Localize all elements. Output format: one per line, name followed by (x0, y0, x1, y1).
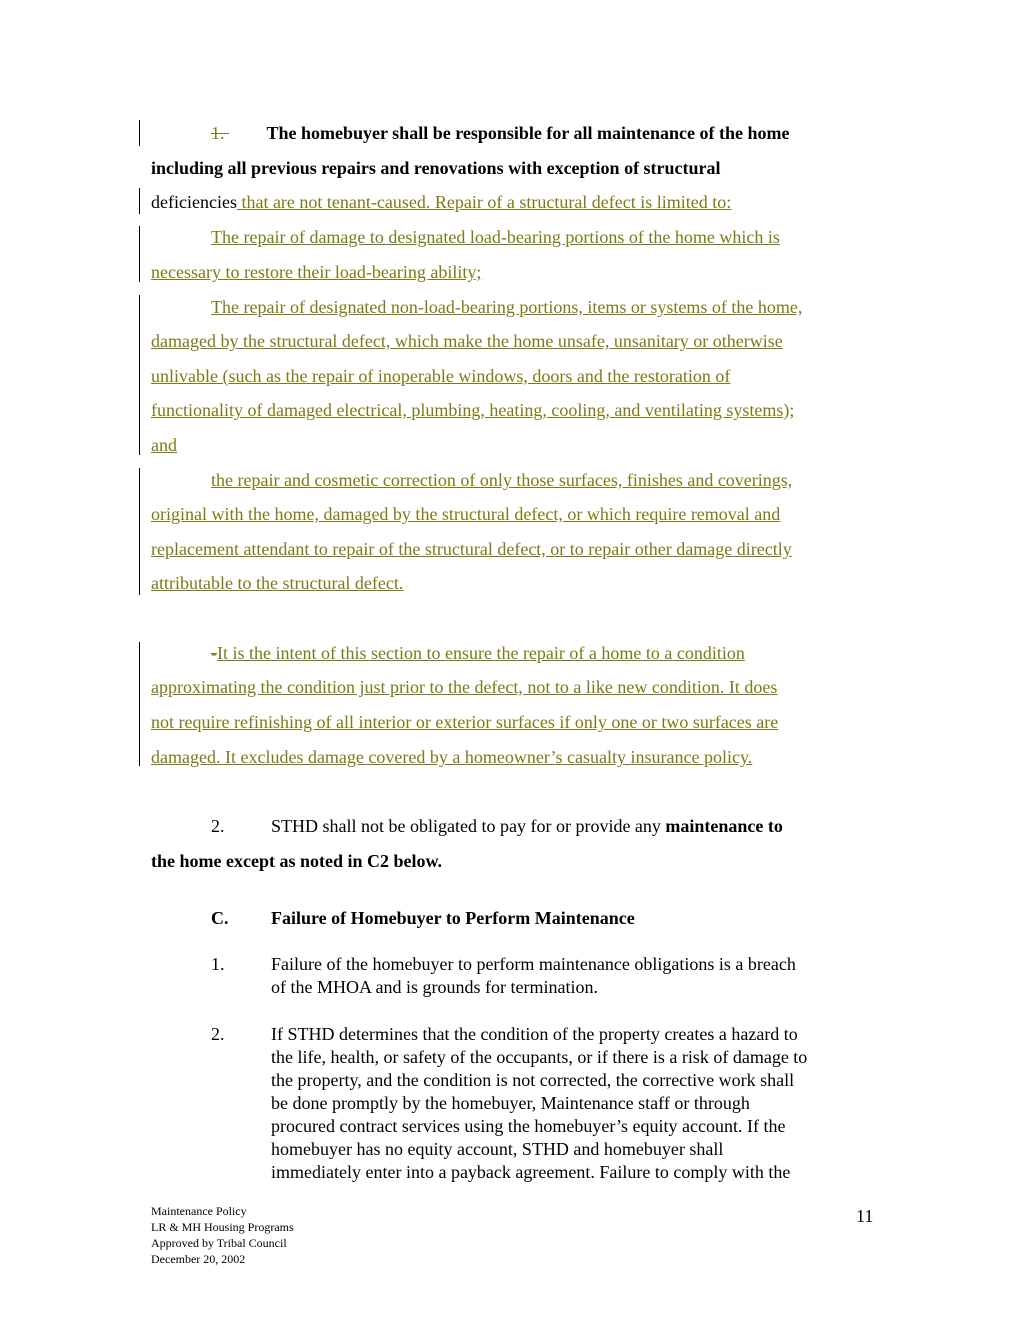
para2-line2: the home except as noted in C2 below. (151, 851, 442, 871)
section-c-item2-number: 2. (211, 1024, 225, 1044)
section-c-item2-line: If STHD determines that the condition of the property creates a hazard to (271, 1024, 798, 1044)
intent-line: approximating the condition just prior to the defect, not to a like new condition. It does (151, 677, 778, 697)
para2-text: STHD shall not be obligated to pay for or provide any (271, 816, 666, 836)
item-a-line: necessary to restore their load-bearing ability; (151, 262, 482, 282)
section-c-heading (211, 907, 635, 929)
section-c-item1-line: of the MHOA and is grounds for termination. (271, 977, 598, 997)
deleted-number: 1. (211, 123, 225, 143)
section-c-item2-line: the property, and the condition is not corrected, the corrective work shall (271, 1070, 795, 1090)
para1-line3-text: deficiencies (151, 192, 237, 212)
intent-line: not require refinishing of all interior or exterior surfaces if only one or two surfaces are (151, 712, 779, 732)
deleted-mark: - (211, 643, 217, 663)
para2-bold-text: maintenance to (665, 816, 783, 836)
para1-line2: including all previous repairs and renovations with exception of structural (151, 158, 721, 178)
change-bar (139, 642, 140, 766)
item-a-line: The repair of damage to designated load-bearing portions of the home which is (211, 227, 780, 247)
item-c-line: attributable to the structural defect. (151, 573, 404, 593)
section-c-item2-line: the life, health, or safety of the occupants, or if there is a risk of damage to (271, 1047, 808, 1067)
footer-line: LR & MH Housing Programs (151, 1220, 294, 1234)
section-c-item1-line: Failure of the homebuyer to perform maintenance obligations is a breach (271, 954, 796, 974)
section-letter: C. (211, 908, 229, 928)
section-title: Failure of Homebuyer to Perform Maintenance (271, 908, 635, 928)
item-c-line: original with the home, damaged by the structural defect, or which require removal and (151, 504, 781, 524)
item-c-line: the repair and cosmetic correction of only those surfaces, finishes and coverings, (211, 470, 793, 490)
item-b-line: functionality of damaged electrical, plumbing, heating, cooling, and ventilating systems); (151, 400, 795, 420)
deleted-tab (225, 122, 267, 144)
item-b-line: damaged by the structural defect, which make the home unsafe, unsanitary or otherwise (151, 331, 783, 351)
para1-line3 (151, 191, 731, 213)
para1-line1 (211, 122, 790, 144)
page-number: 11 (856, 1206, 874, 1226)
para2-number: 2. (211, 816, 225, 836)
intent-text: It is the intent of this section to ensure the repair of a home to a condition (217, 643, 745, 663)
footer-line: December 20, 2002 (151, 1252, 246, 1266)
item-b-line: and (151, 435, 177, 455)
change-bar (139, 120, 140, 146)
section-c-item2-line: be done promptly by the homebuyer, Maintenance staff or through (271, 1093, 750, 1113)
footer-line: Maintenance Policy (151, 1204, 247, 1218)
change-bar (139, 468, 140, 595)
para2-line1 (211, 815, 783, 837)
section-c-item2-line: immediately enter into a payback agreement. Failure to comply with the (271, 1162, 791, 1182)
intent-line (211, 642, 745, 664)
inserted-text: that are not tenant-caused. Repair of a structural defect is limited to: (236, 192, 732, 212)
section-c-item2-line: procured contract services using the homebuyer’s equity account. If the (271, 1116, 786, 1136)
item-c-line: replacement attendant to repair of the structural defect, or to repair other damage directly (151, 539, 792, 559)
footer-line: Approved by Tribal Council (151, 1236, 287, 1250)
change-bar (139, 295, 140, 455)
section-c-item2-line: homebuyer has no equity account, STHD and homebuyer shall (271, 1139, 724, 1159)
item-b-line: unlivable (such as the repair of inoperable windows, doors and the restoration of (151, 366, 731, 386)
change-bar (139, 226, 140, 282)
para1-text: The homebuyer shall be responsible for all maintenance of the home (266, 123, 790, 143)
change-bar (139, 188, 140, 214)
section-c-item1-number: 1. (211, 954, 225, 974)
item-b-line: The repair of designated non-load-bearing portions, items or systems of the home, (211, 297, 803, 317)
intent-line: damaged. It excludes damage covered by a homeowner’s casualty insurance policy. (151, 747, 753, 767)
